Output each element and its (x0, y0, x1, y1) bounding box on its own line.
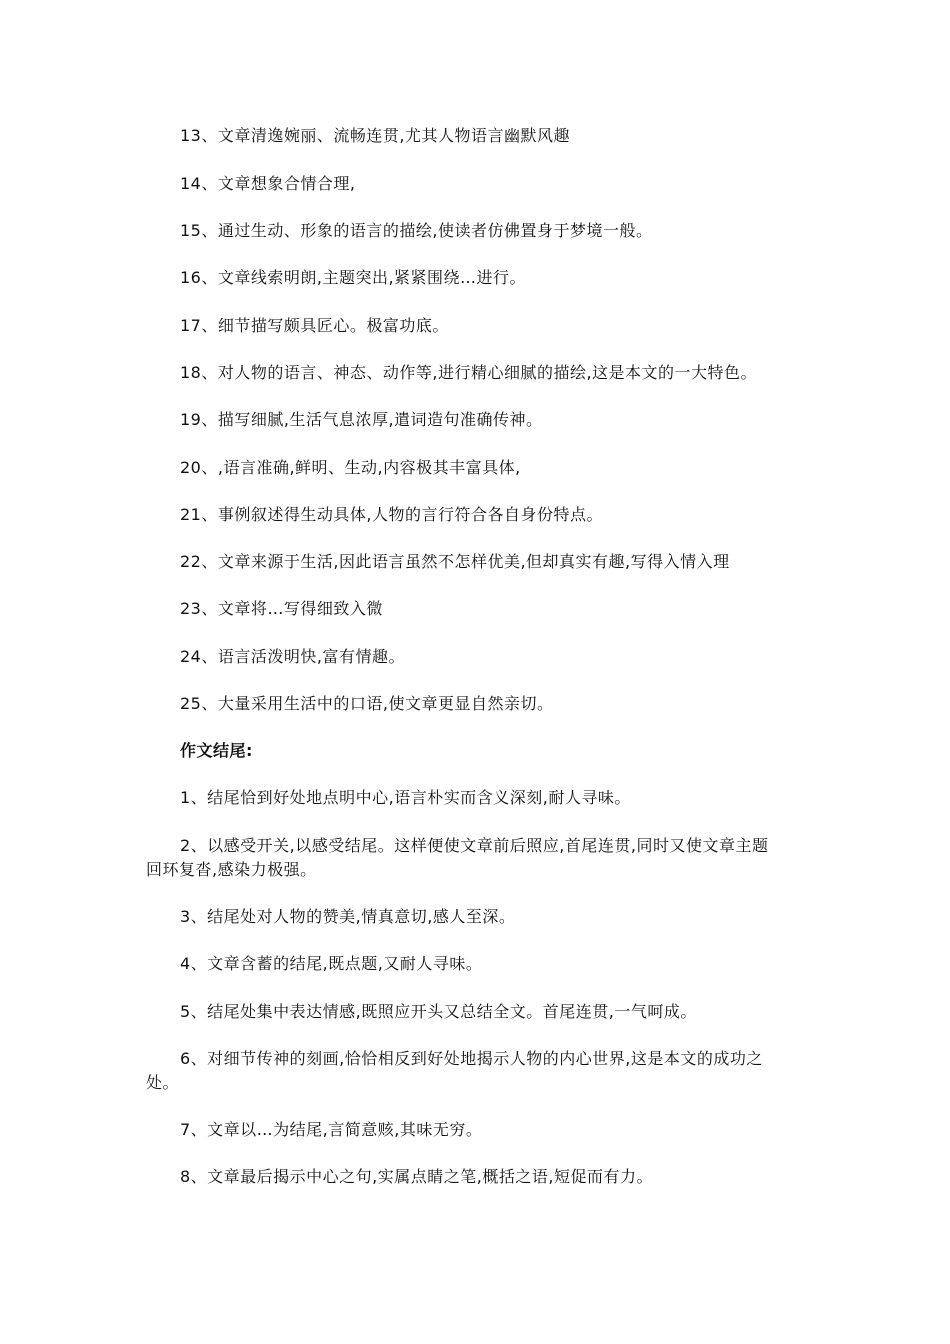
list-item: 21、事例叙述得生动具体,人物的言行符合各自身份特点。 (180, 505, 603, 524)
list-item-continuation: 处。 (146, 1073, 180, 1092)
list-item: 5、结尾处集中表达情感,既照应开头又总结全文。首尾连贯,一气呵成。 (180, 1002, 697, 1021)
list-item-continuation: 回环复沓,感染力极强。 (146, 860, 317, 879)
list-item: 20、,语言准确,鲜明、生动,内容极其丰富具体, (180, 458, 521, 477)
list-item: 23、文章将…写得细致入微 (180, 599, 383, 618)
list-item: 7、文章以…为结尾,言简意赅,其味无穷。 (180, 1120, 483, 1139)
list-item: 25、大量采用生活中的口语,使文章更显自然亲切。 (180, 694, 554, 713)
list-item: 16、文章线索明朗,主题突出,紧紧围绕…进行。 (180, 268, 527, 287)
list-item: 8、文章最后揭示中心之句,实属点睛之笔,概括之语,短促而有力。 (180, 1167, 653, 1186)
list-item: 4、文章含蓄的结尾,既点题,又耐人寻味。 (180, 954, 483, 973)
list-item: 14、文章想象合情合理, (180, 174, 356, 193)
list-item: 15、通过生动、形象的语言的描绘,使读者仿佛置身于梦境一般。 (180, 221, 653, 240)
list-item: 19、描写细腻,生活气息浓厚,遣词造句准确传神。 (180, 410, 543, 429)
list-item: 3、结尾处对人物的赞美,情真意切,感人至深。 (180, 907, 516, 926)
list-item: 17、细节描写颇具匠心。极富功底。 (180, 316, 449, 335)
list-item: 22、文章来源于生活,因此语言虽然不怎样优美,但却真实有趣,写得入情入理 (180, 552, 730, 571)
list-item: 24、语言活泼明快,富有情趣。 (180, 647, 405, 666)
list-item: 1、结尾恰到好处地点明中心,语言朴实而含义深刻,耐人寻味。 (180, 788, 631, 807)
list-item: 18、对人物的语言、神态、动作等,进行精心细腻的描绘,这是本文的一大特色。 (180, 363, 758, 382)
list-item: 2、以感受开关,以感受结尾。这样便使文章前后照应,首尾连贯,同时又使文章主题 (180, 836, 769, 855)
list-item: 6、对细节传神的刻画,恰恰相反到好处地揭示人物的内心世界,这是本文的成功之 (180, 1049, 763, 1068)
section-heading: 作文结尾: (180, 741, 253, 760)
list-item: 13、文章清逸婉丽、流畅连贯,尤其人物语言幽默风趣 (180, 126, 570, 145)
